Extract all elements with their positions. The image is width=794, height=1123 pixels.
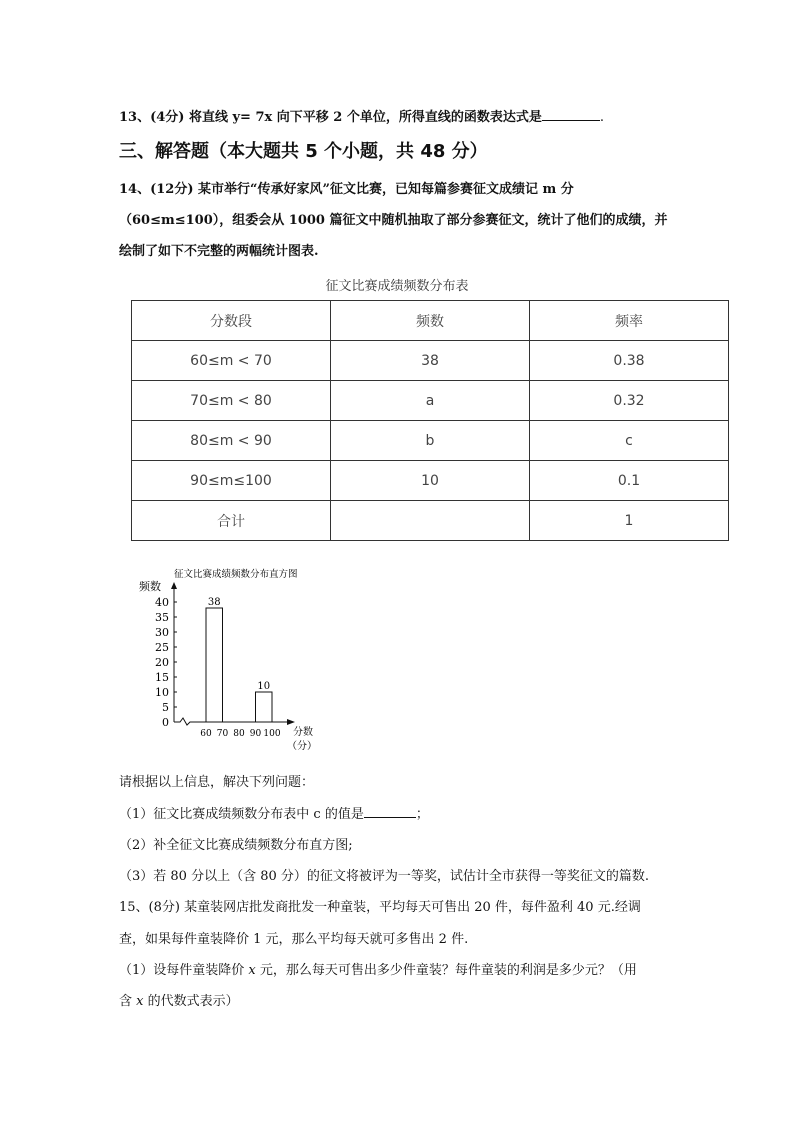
table-cell: 1	[530, 501, 729, 541]
y-tick-label: 5	[162, 701, 169, 714]
table-row	[132, 381, 729, 421]
questions-prompt: 请根据以上信息，解决下列问题：	[119, 775, 315, 790]
y-tick-label: 35	[155, 611, 169, 624]
table-header: 分数段	[132, 301, 331, 341]
variable-x: x	[136, 994, 144, 1009]
table-cell: 70≤m < 80	[132, 381, 331, 421]
question-14-line-2: （60≤m≤100），组委会从 1000 篇征文中随机抽取了部分参赛征文，统计了他们的成绩，并	[119, 213, 668, 228]
question-15-line-1: 15、(8分) 某童装网店批发商批发一种童装，平均每天可售出 20 件，每件盈利 40 元.经调	[119, 900, 641, 915]
sub-question-2: （2）补全征文比赛成绩频数分布直方图;	[119, 838, 353, 853]
table-row	[132, 461, 729, 501]
section-title: 三、解答题（本大题共 5 个小题，共 48 分）	[119, 141, 488, 162]
table-row	[132, 421, 729, 461]
table-caption: 征文比赛成绩频数分布表	[325, 279, 469, 294]
histogram-bar	[206, 608, 223, 722]
y-tick-label: 10	[155, 686, 169, 699]
question-14-line-1: 14、(12分) 某市举行“传承好家风”征文比赛，已知每篇参赛征文成绩记 m 分	[119, 182, 574, 197]
question-15-line-4-b: 的代数式表示）	[143, 994, 239, 1009]
table-cell: 38	[331, 341, 530, 381]
table-cell: c	[530, 421, 729, 461]
table-header: 频数	[331, 301, 530, 341]
table-cell	[331, 501, 530, 541]
bar-value-label: 10	[257, 681, 271, 692]
histogram-chart	[130, 562, 330, 757]
answer-blank	[542, 108, 600, 121]
table-cell: a	[331, 381, 530, 421]
y-tick-label: 30	[155, 626, 169, 639]
y-axis-label: 频数	[139, 580, 161, 593]
question-15-line-3-a: （1）设每件童装降价	[119, 963, 249, 978]
table-header-row	[132, 301, 729, 341]
histogram-bar	[256, 692, 273, 722]
bar-value-label: 38	[207, 597, 221, 608]
question-14-line-3: 绘制了如下不完整的两幅统计图表.	[119, 244, 319, 259]
frequency-table	[131, 300, 729, 541]
chart-title: 征文比赛成绩频数分布直方图	[174, 569, 298, 580]
question-13	[119, 106, 604, 125]
table-row	[132, 341, 729, 381]
y-tick-label: 25	[155, 641, 169, 654]
question-15-line-3	[119, 959, 637, 978]
x-tick-label: 70	[216, 729, 229, 739]
x-tick-label: 80	[233, 729, 245, 739]
table-cell: 合计	[132, 501, 331, 541]
sub-question-1-text: （1）征文比赛成绩频数分布表中 c 的值是	[119, 807, 364, 822]
question-15-line-4-a: 含	[119, 994, 137, 1009]
question-15-line-4	[119, 990, 239, 1009]
table-cell: 80≤m < 90	[132, 421, 331, 461]
x-axis-unit: （分）	[287, 741, 317, 752]
answer-blank	[364, 805, 416, 818]
table-row	[132, 501, 729, 541]
sub-question-1-end: ；	[415, 807, 429, 822]
table-cell: 0.32	[530, 381, 729, 421]
table-cell: 60≤m < 70	[132, 341, 331, 381]
table-cell: 0.1	[530, 461, 729, 501]
table-header: 频率	[530, 301, 729, 341]
x-axis-arrow	[287, 719, 295, 725]
x-axis	[174, 718, 292, 725]
question-13-text: 13、(4分) 将直线 y= 7x 向下平移 2 个单位，所得直线的函数表达式是	[119, 110, 542, 125]
table-cell: b	[331, 421, 530, 461]
question-13-end: .	[599, 110, 605, 125]
x-axis-label: 分数	[293, 727, 313, 738]
variable-x: x	[248, 963, 256, 978]
y-tick-label: 15	[155, 671, 169, 684]
y-tick-label: 20	[155, 656, 169, 669]
x-tick-label: 100	[263, 729, 281, 739]
y-axis-arrow	[171, 582, 177, 589]
y-tick-label: 40	[155, 596, 169, 609]
sub-question-1	[119, 803, 429, 822]
x-tick-label: 90	[249, 729, 262, 739]
sub-question-3: （3）若 80 分以上（含 80 分）的征文将被评为一等奖，试估计全市获得一等奖征文的篇数.	[119, 869, 650, 884]
y-tick-label: 0	[162, 716, 169, 729]
question-15-line-3-b: 元，那么每天可售出多少件童装？每件童装的利润是多少元？（用	[255, 963, 637, 978]
question-15-line-2: 查，如果每件童装降价 1 元，那么平均每天就可多售出 2 件.	[119, 932, 469, 947]
x-tick-label: 60	[200, 729, 212, 739]
table-cell: 10	[331, 461, 530, 501]
table-cell: 90≤m≤100	[132, 461, 331, 501]
table-cell: 0.38	[530, 341, 729, 381]
